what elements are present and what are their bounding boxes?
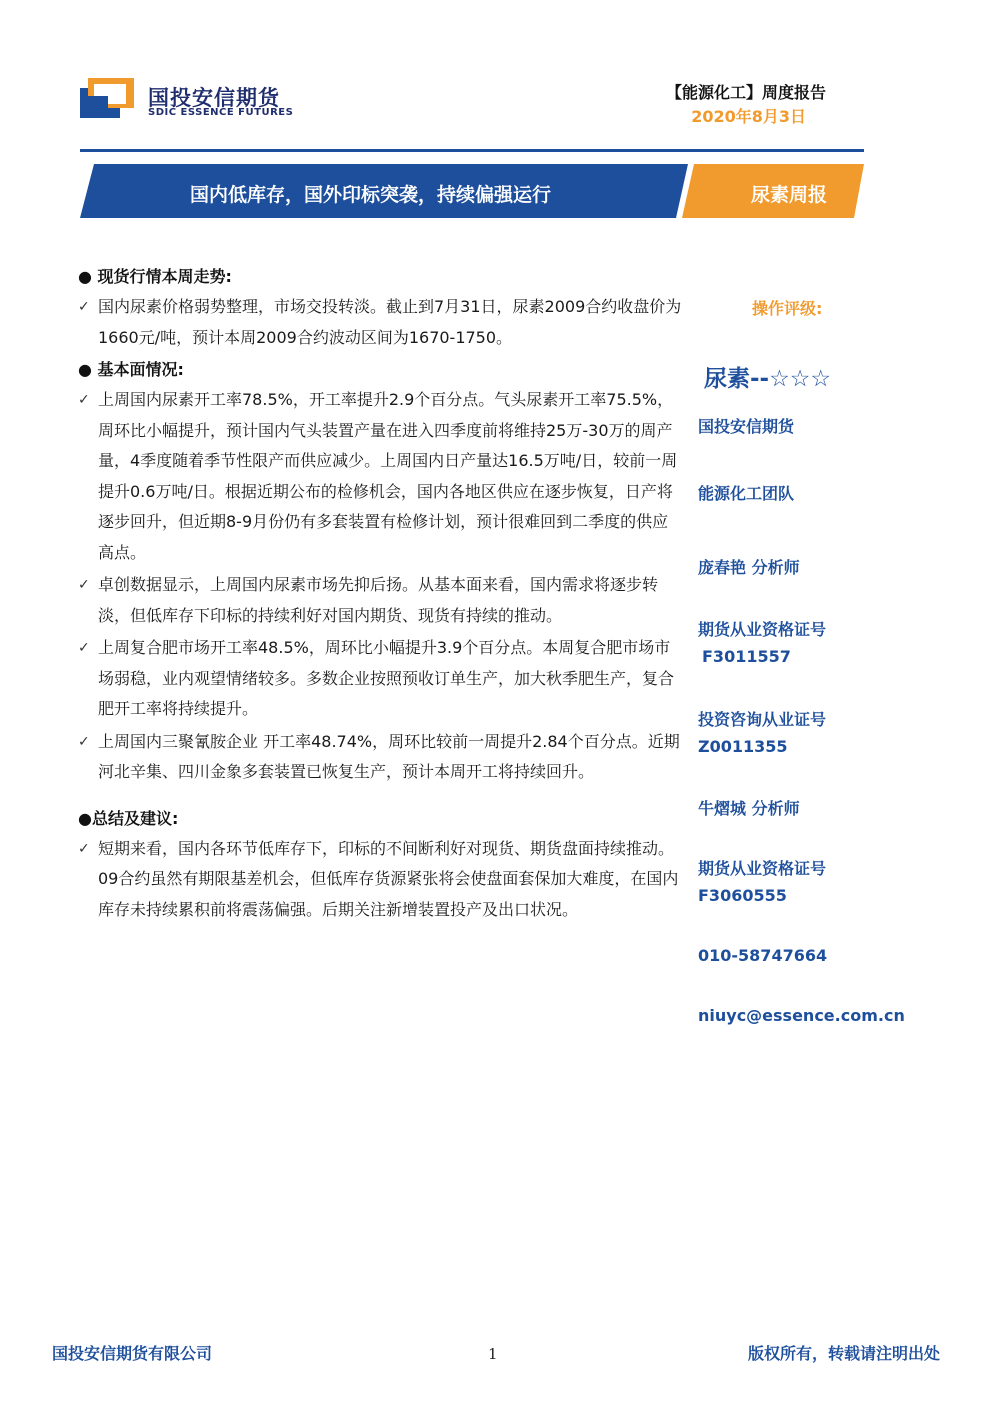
list-item-text: 上周国内三聚氰胺企业 开工率48.74%，周环比较前一周提升2.84个百分点。近期河北辛集、四川金象多套装置已恢复生产，预计本周开工将持续回升。 [98, 731, 680, 781]
spacer [78, 790, 682, 804]
check-icon: ✓ [78, 640, 90, 656]
section-heading-fundamentals: ● 基本面情况: [78, 360, 184, 379]
footer-copyright: 版权所有，转载请注明出处 [747, 1344, 940, 1363]
company-name-en: SDIC ESSENCE FUTURES [148, 107, 294, 118]
section-heading-spot: ● 现货行情本周走势: [78, 267, 232, 286]
list-item-text: 短期来看，国内各环节低库存下，印标的不间断利好对现货、期货盘面持续推动。09合约虽然有期限基差机会，但低库存货源紧张将会使盘面套保加大难度，在国内库存未持续累积前将震荡偏强。后期关注新增装置投产及出口状况。 [98, 838, 679, 919]
header-divider [80, 149, 864, 152]
cert-2-label: 投资咨询从业证号 [698, 710, 827, 729]
footer-company: 国投安信期货有限公司 [52, 1344, 213, 1363]
list-item-text: 国内尿素价格弱势整理，市场交投转淡。截止到7月31日，尿素2009合约收盘价为1660元/吨，预计本周2009合约波动区间为1670-1750。 [98, 297, 682, 347]
rating-label: 操作评级: [752, 299, 823, 318]
report-date: 2020年8月3日 [691, 107, 806, 126]
check-icon: ✓ [78, 577, 90, 593]
analyst-2: 牛熠城 分析师 [698, 799, 800, 818]
contact-phone: 010-58747664 [698, 946, 828, 965]
list-item-text: 卓创数据显示，上周国内尿素市场先抑后扬。从基本面来看，国内需求将逐步转淡，但低库存下印标的持续利好对国内期货、现货有持续的推动。 [98, 575, 659, 625]
company-name-cn: 国投安信期货 [148, 86, 280, 110]
list-item [78, 385, 682, 568]
cert-1-number: F3011557 [702, 647, 791, 666]
list-item [78, 633, 682, 725]
analyst-1: 庞春艳 分析师 [698, 558, 800, 577]
list-item-text: 上周复合肥市场开工率48.5%，周环比小幅提升3.9个百分点。本周复合肥市场市场弱稳，业内观望情绪较多。多数企业按照预收订单生产，加大秋季肥生产，复合肥开工率将持续提升。 [98, 638, 675, 718]
cert-1-label: 期货从业资格证号 [698, 620, 827, 639]
rating-value: 尿素--☆☆☆ [704, 366, 831, 392]
cert-3-number: F3060555 [698, 886, 787, 905]
sidebar-company: 国投安信期货 [698, 417, 795, 436]
check-icon: ✓ [78, 392, 90, 408]
list-item [78, 570, 682, 631]
list-item [78, 727, 682, 788]
banner-title: 国内低库存，国外印标突袭，持续偏强运行 [190, 184, 552, 206]
report-title: 【能源化工】周度报告 [665, 83, 826, 102]
list-item-text: 上周国内尿素开工率78.5%，开工率提升2.9个百分点。气头尿素开工率75.5%，周环比小幅提升，预计国内气头装置产量在进入四季度前将维持25万-30万的周产量，4季度随着季节性限产而供应减少。上周国内日产量达16.5万吨/日，较前一周提升0.6万吨/日。根据近期公布的检修机会，国内各地区供应在逐步恢复，日产将逐步回升，但近期8-9月份仍有多套装置有检修计划，预计很难回到二季度的供应高点。 [98, 390, 678, 562]
list-item [78, 292, 682, 353]
check-icon: ✓ [78, 299, 90, 315]
cert-2-number: Z0011355 [698, 737, 788, 756]
company-logo-icon [80, 78, 138, 118]
contact-email[interactable]: niuyc@essence.com.cn [698, 1006, 905, 1025]
page-number: 1 [488, 1345, 498, 1363]
banner-tag: 尿素周报 [751, 184, 828, 206]
cert-3-label: 期货从业资格证号 [698, 859, 827, 878]
list-item [78, 834, 682, 926]
sidebar-team: 能源化工团队 [698, 484, 795, 503]
section-heading-summary: ●总结及建议: [78, 808, 179, 828]
main-content [78, 262, 682, 927]
check-icon: ✓ [78, 840, 90, 857]
check-icon: ✓ [78, 733, 90, 750]
